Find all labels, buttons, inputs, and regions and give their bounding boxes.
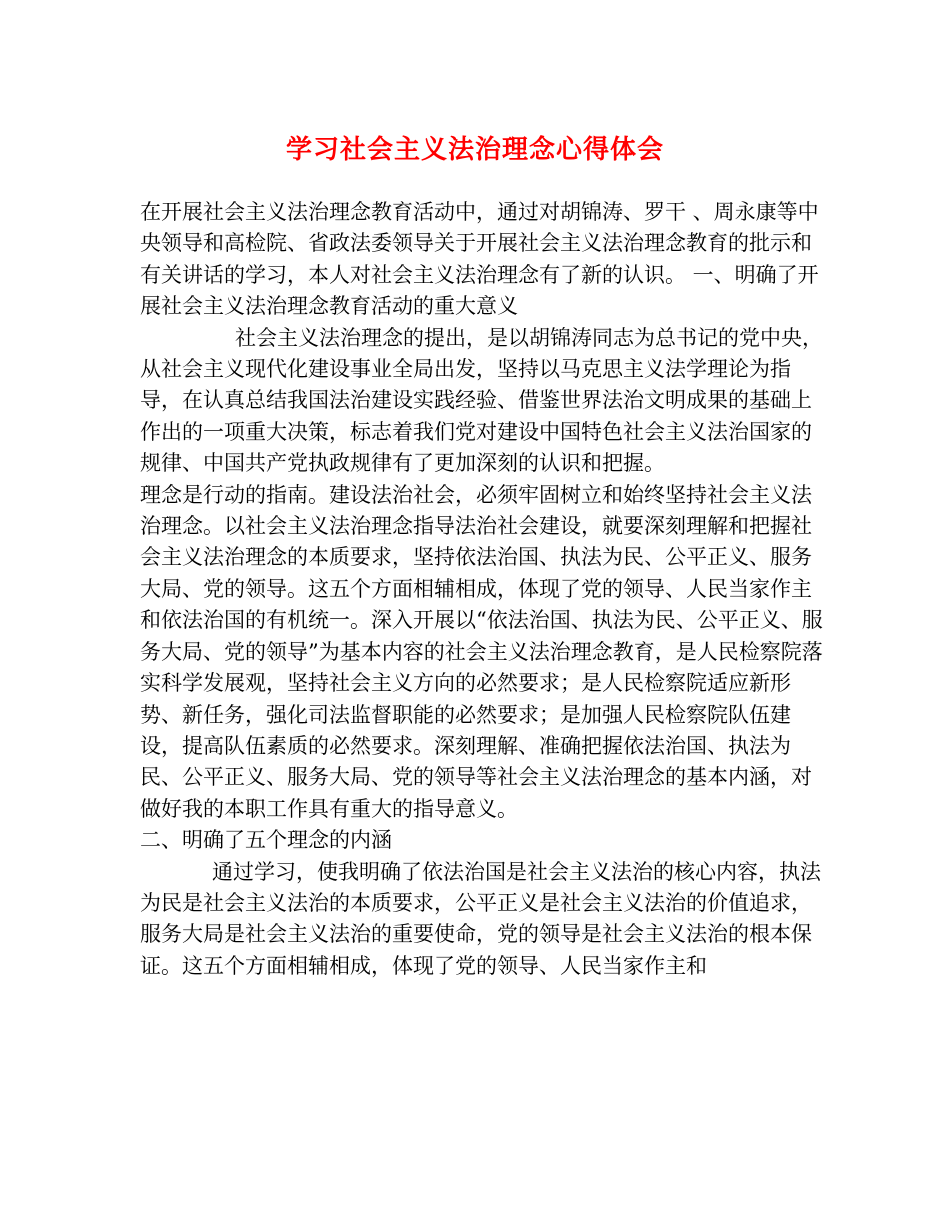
section-heading-two: 二、明确了五个理念的内涵 [140,828,392,853]
document-body [140,197,830,982]
paragraph-five-concepts: 通过学习，使我明确了依法治国是社会主义法治的核心内容，执法为民是社会主义法治的本质要求，公平正义是社会主义法治的价值追求，服务大局是社会主义法治的重要使命，党的领导是社会主义法治的根本保证。这五个方面相辅相成，体现了党的领导、人民当家作主和 [140,859,821,978]
paragraph-intro: 在开展社会主义法治理念教育活动中，通过对胡锦涛、罗干 、周永康等中央领导和高检院、省政法委领导关于开展社会主义法治理念教育的批示和有关讲话的学习，本人对社会主义法治理念有了新的认识。 一、明确了开展社会主义法治理念教育活动的重大意义 [140,200,819,319]
paragraph-significance: 社会主义法治理念的提出，是以胡锦涛同志为总书记的党中央，从社会主义现代化建设事业全局出发，坚持以马克思主义法学理论为指导，在认真总结我国法治建设实践经验、借鉴世界法治文明成果的基础上作出的一项重大决策，标志着我们党对建设中国特色社会主义法治国家的规律、中国共产党执政规律有了更加深刻的认识和把握。 [140,325,823,476]
document-title: 学习社会主义法治理念心得体会 [285,135,664,165]
paragraph-guidance: 理念是行动的指南。建设法治社会，必须牢固树立和始终坚持社会主义法治理念。以社会主义法治理念指导法治社会建设，就要深刻理解和把握社会主义法治理念的本质要求，坚持依法治国、执法为民、公平正义、服务大局、党的领导。这五个方面相辅相成，体现了党的领导、人民当家作主和依法治国的有机统一。深入开展以“依法治国、执法为民、公平正义、服务大局、党的领导”为基本内容的社会主义法治理念教育，是人民检察院落实科学发展观，坚持社会主义方向的必然要求；是人民检察院适应新形势、新任务，强化司法监督职能的必然要求；是加强人民检察院队伍建设，提高队伍素质的必然要求。深刻理解、准确把握依法治国、执法为民、公平正义、服务大局、党的领导等社会主义法治理念的基本内涵，对做好我的本职工作具有重大的指导意义。 [140,482,823,821]
